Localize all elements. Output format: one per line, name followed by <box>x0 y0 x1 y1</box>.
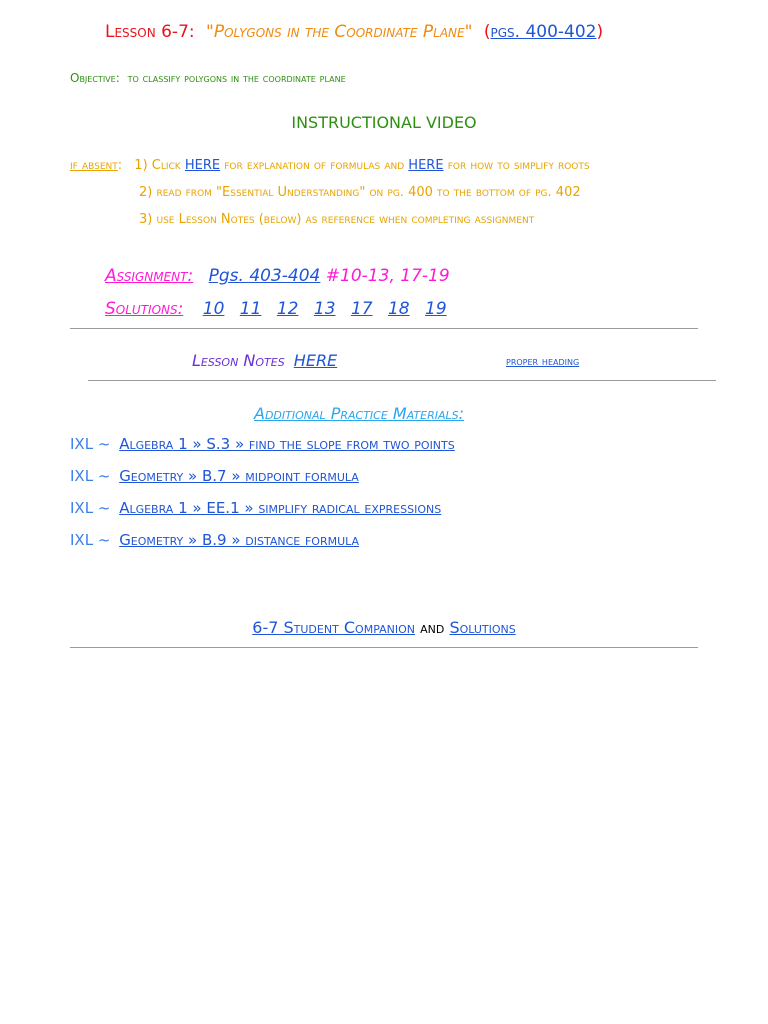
open-paren: ( <box>483 22 491 42</box>
assignment-problems: #10-13, 17-19 <box>325 266 450 286</box>
assignment-line <box>105 266 450 286</box>
absent-step-1: if absent: 1) Click HERE for explanation of formulas and HERE for how to simplify roots <box>70 158 590 173</box>
lesson-notes-label: Lesson Notes <box>192 351 285 370</box>
lesson-name: "Polygons in the Coordinate Plane" <box>206 22 473 42</box>
practice-heading: Additional Practice Materials: <box>254 404 465 423</box>
lesson-notes-here-link[interactable]: HERE <box>293 351 338 370</box>
step1-suffix: for how to simplify roots <box>447 158 590 173</box>
textbook-pages-link[interactable]: pgs. 400-402 <box>490 22 597 42</box>
solution-link-12[interactable]: 12 <box>276 299 299 319</box>
companion-line <box>0 618 768 637</box>
close-paren: ) <box>596 22 604 42</box>
formulas-here-link[interactable]: HERE <box>184 158 221 173</box>
ixl-distance-link[interactable]: Geometry » B.9 » distance formula <box>119 531 360 549</box>
assignment-pages-link[interactable]: Pgs. 403-404 <box>208 266 321 286</box>
objective <box>70 71 346 85</box>
divider-1 <box>70 328 698 329</box>
practice-item-1: IXL ~ Algebra 1 » S.3 » find the slope from two points <box>70 435 455 453</box>
ixl-midpoint-link[interactable]: Geometry » B.7 » midpoint formula <box>119 467 359 485</box>
divider-3 <box>70 647 698 648</box>
assignment-label: Assignment: <box>105 266 194 286</box>
objective-label: Objective: <box>70 71 120 85</box>
companion-and: and <box>420 618 445 637</box>
absent-step-3: 3) use Lesson Notes (below) as reference when completing assignment <box>139 212 535 227</box>
solution-link-19[interactable]: 19 <box>425 299 447 319</box>
lesson-notes <box>192 351 337 370</box>
divider-2 <box>88 380 716 381</box>
step1-prefix: 1) Click <box>134 158 181 173</box>
solutions-line <box>105 299 447 319</box>
solution-link-13[interactable]: 13 <box>313 299 336 319</box>
solutions-label: Solutions: <box>105 299 184 319</box>
ixl-radical-link[interactable]: Algebra 1 » EE.1 » simplify radical expressions <box>119 499 442 517</box>
absent-label: if absent <box>70 158 118 173</box>
solution-link-10[interactable]: 10 <box>202 299 225 319</box>
step1-middle: for explanation of formulas and <box>224 158 405 173</box>
practice-item-4: IXL ~ Geometry » B.9 » distance formula <box>70 531 360 549</box>
ixl-slope-link[interactable]: Algebra 1 » S.3 » find the slope from two points <box>119 435 455 453</box>
solution-link-18[interactable]: 18 <box>387 299 410 319</box>
lesson-title <box>105 22 603 42</box>
student-companion-link[interactable]: 6-7 Student Companion <box>252 618 416 637</box>
practice-item-2: IXL ~ Geometry » B.7 » midpoint formula <box>70 467 359 485</box>
absent-step-2: 2) read from "Essential Understanding" on pg. 400 to the bottom of pg. 402 <box>139 185 581 200</box>
proper-heading-link[interactable]: proper heading <box>506 354 580 368</box>
lesson-number: Lesson 6-7: <box>105 22 195 42</box>
instructional-video-heading[interactable]: INSTRUCTIONAL VIDEO <box>291 113 477 132</box>
companion-solutions-link[interactable]: Solutions <box>449 618 516 637</box>
solution-link-17[interactable]: 17 <box>350 299 373 319</box>
objective-text: to classify polygons in the coordinate plane <box>127 71 346 85</box>
practice-item-3: IXL ~ Algebra 1 » EE.1 » simplify radical expressions <box>70 499 442 517</box>
simplify-roots-here-link[interactable]: HERE <box>408 158 444 173</box>
solution-link-11[interactable]: 11 <box>239 299 262 319</box>
